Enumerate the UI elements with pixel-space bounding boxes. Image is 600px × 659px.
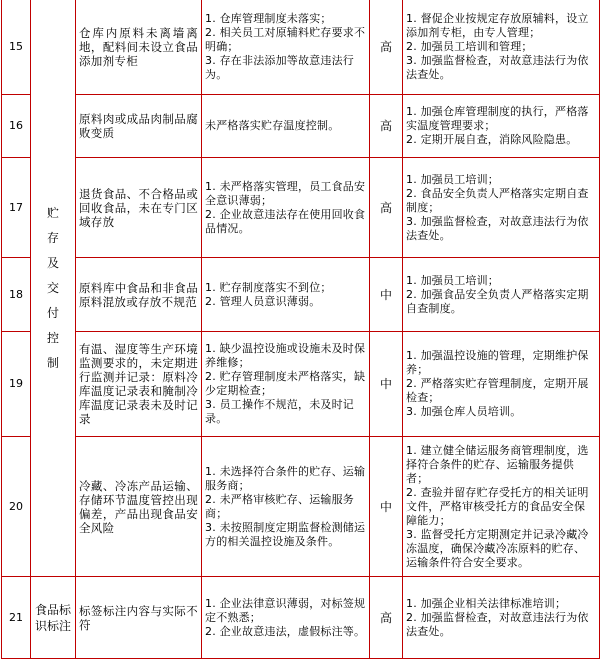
risk-causes — [202, 577, 370, 659]
table-row — [2, 95, 600, 158]
cause-line: 3. 存在非法添加等故意违法行为。 — [205, 54, 354, 81]
measure-line: 2. 严格落实贮存管理制度，定期开展检查； — [406, 377, 589, 404]
measure-line: 3. 监督受托方定期测定并记录冷藏冷冻温度，确保冷藏冷冻原料的贮存、运输条件符合安全要求。 — [406, 527, 589, 569]
risk-causes — [202, 158, 370, 258]
category-cell-storage — [31, 0, 76, 577]
risk-level: 高 — [370, 577, 403, 659]
risk-level: 高 — [370, 158, 403, 258]
control-measures — [403, 258, 600, 332]
risk-causes — [202, 332, 370, 437]
table-row — [2, 332, 600, 437]
risk-level: 中 — [370, 332, 403, 437]
risk-point: 有温、湿度等生产环境监测要求的，未定期进行监测并记录：原料冷库温度记录表和腌制冷库温度记录表未及时记录 — [76, 332, 202, 437]
table-row — [2, 0, 600, 95]
risk-causes — [202, 95, 370, 158]
cause-line: 1. 未严格落实管理，员工食品安全意识薄弱； — [205, 179, 366, 207]
measure-line: 1. 建立健全储运服务商管理制度，选择符合条件的贮存、运输服务提供者； — [406, 443, 589, 485]
risk-causes — [202, 437, 370, 577]
cause-line: 2. 相关员工对原辅料贮存要求不明确； — [205, 26, 366, 53]
table-row — [2, 437, 600, 577]
risk-causes — [202, 0, 370, 95]
measure-line: 2. 加强监督检查，对故意违法行为依法查处。 — [406, 610, 589, 638]
risk-point: 标签标注内容与实际不符 — [76, 577, 202, 659]
row-number: 18 — [2, 258, 31, 332]
risk-point: 原料库中食品和非食品原料混放或存放不规范 — [76, 258, 202, 332]
table-row — [2, 258, 600, 332]
cause-line: 2. 贮存管理制度未严格落实，缺少定期检查； — [205, 370, 366, 397]
control-measures — [403, 158, 600, 258]
risk-causes — [202, 258, 370, 332]
cause-line: 2. 企业故意违法存在使用回收食品情况。 — [205, 207, 366, 235]
control-measures — [403, 437, 600, 577]
cause-line: 3. 未按照制度定期监督检测储运方的相关温控设施及条件。 — [205, 520, 366, 548]
risk-point: 冷藏、冷冻产品运输、存储环节温度管控出现偏差，产品出现食品安全风险 — [76, 437, 202, 577]
control-measures — [403, 95, 600, 158]
measure-line: 2. 加强食品安全负责人严格落实定期自查制度。 — [406, 287, 589, 315]
measure-line: 3. 加强监督检查，对故意违法行为依法查处。 — [406, 54, 589, 81]
category-storage-label: 贮存及交付控制 — [46, 205, 59, 370]
cause-line: 1. 贮存制度落实不到位； — [205, 280, 332, 294]
measure-line: 1. 加强企业相关法律标准培训； — [406, 596, 567, 610]
cause-line: 1. 仓库管理制度未落实； — [205, 12, 332, 25]
risk-point: 退货食品、不合格品或回收食品，未在专门区域存放 — [76, 158, 202, 258]
row-number: 15 — [2, 0, 31, 95]
row-number: 16 — [2, 95, 31, 158]
risk-level: 高 — [370, 0, 403, 95]
control-measures — [403, 332, 600, 437]
measure-line: 2. 定期开展自查，消除风险隐患。 — [406, 133, 578, 146]
category-label-cell: 食品标识标注 — [31, 577, 76, 659]
cause-line: 2. 企业故意违法，虚假标注等。 — [205, 624, 366, 638]
measure-line: 1. 加强温控设施的管理，定期维护保养； — [406, 349, 589, 376]
row-number: 17 — [2, 158, 31, 258]
measure-line: 2. 加强员工培训和管理； — [406, 40, 533, 53]
cause-line: 1. 未选择符合条件的贮存、运输服务商； — [205, 464, 366, 492]
risk-control-table — [1, 0, 600, 659]
cause-line: 3. 员工操作不规范，未及时记录。 — [205, 398, 354, 425]
risk-level: 中 — [370, 258, 403, 332]
measure-line: 2. 食品安全负责人严格落实定期自查制度； — [406, 186, 589, 214]
row-number: 20 — [2, 437, 31, 577]
cause-line: 2. 管理人员意识薄弱。 — [205, 294, 321, 308]
control-measures — [403, 0, 600, 95]
measure-line: 1. 督促企业按规定存放原辅料，设立添加剂专柜，由专人管理； — [406, 12, 589, 39]
measure-line: 3. 加强监督检查，对故意违法行为依法查处。 — [406, 214, 589, 242]
measure-line: 2. 查验并留存贮存受托方的相关证明文件，严格审核受托方的食品安全保障能力； — [406, 485, 589, 527]
cause-line: 未严格落实贮存温度控制。 — [205, 119, 340, 132]
risk-point: 原料肉或成品肉制品腐败变质 — [76, 95, 202, 158]
table-row — [2, 158, 600, 258]
measure-line: 3. 加强仓库人员培训。 — [406, 405, 522, 418]
risk-level: 高 — [370, 95, 403, 158]
cause-line: 1. 缺少温控设施或设施未及时保养维修； — [205, 342, 366, 369]
row-number: 21 — [2, 577, 31, 659]
risk-point: 仓库内原料未离墙离地，配料间未设立食品添加剂专柜 — [76, 0, 202, 95]
measure-line: 1. 加强员工培训； — [406, 172, 499, 186]
control-measures — [403, 577, 600, 659]
measure-line: 1. 加强员工培训； — [406, 273, 499, 287]
measure-line: 1. 加强仓库管理制度的执行，严格落实温度管理要求； — [406, 105, 589, 132]
risk-level: 中 — [370, 437, 403, 577]
row-number: 19 — [2, 332, 31, 437]
cause-line: 2. 未严格审核贮存、运输服务商； — [205, 492, 354, 520]
cause-line: 1. 企业法律意识薄弱，对标签规定不熟悉； — [205, 596, 366, 624]
table-row — [2, 577, 600, 659]
